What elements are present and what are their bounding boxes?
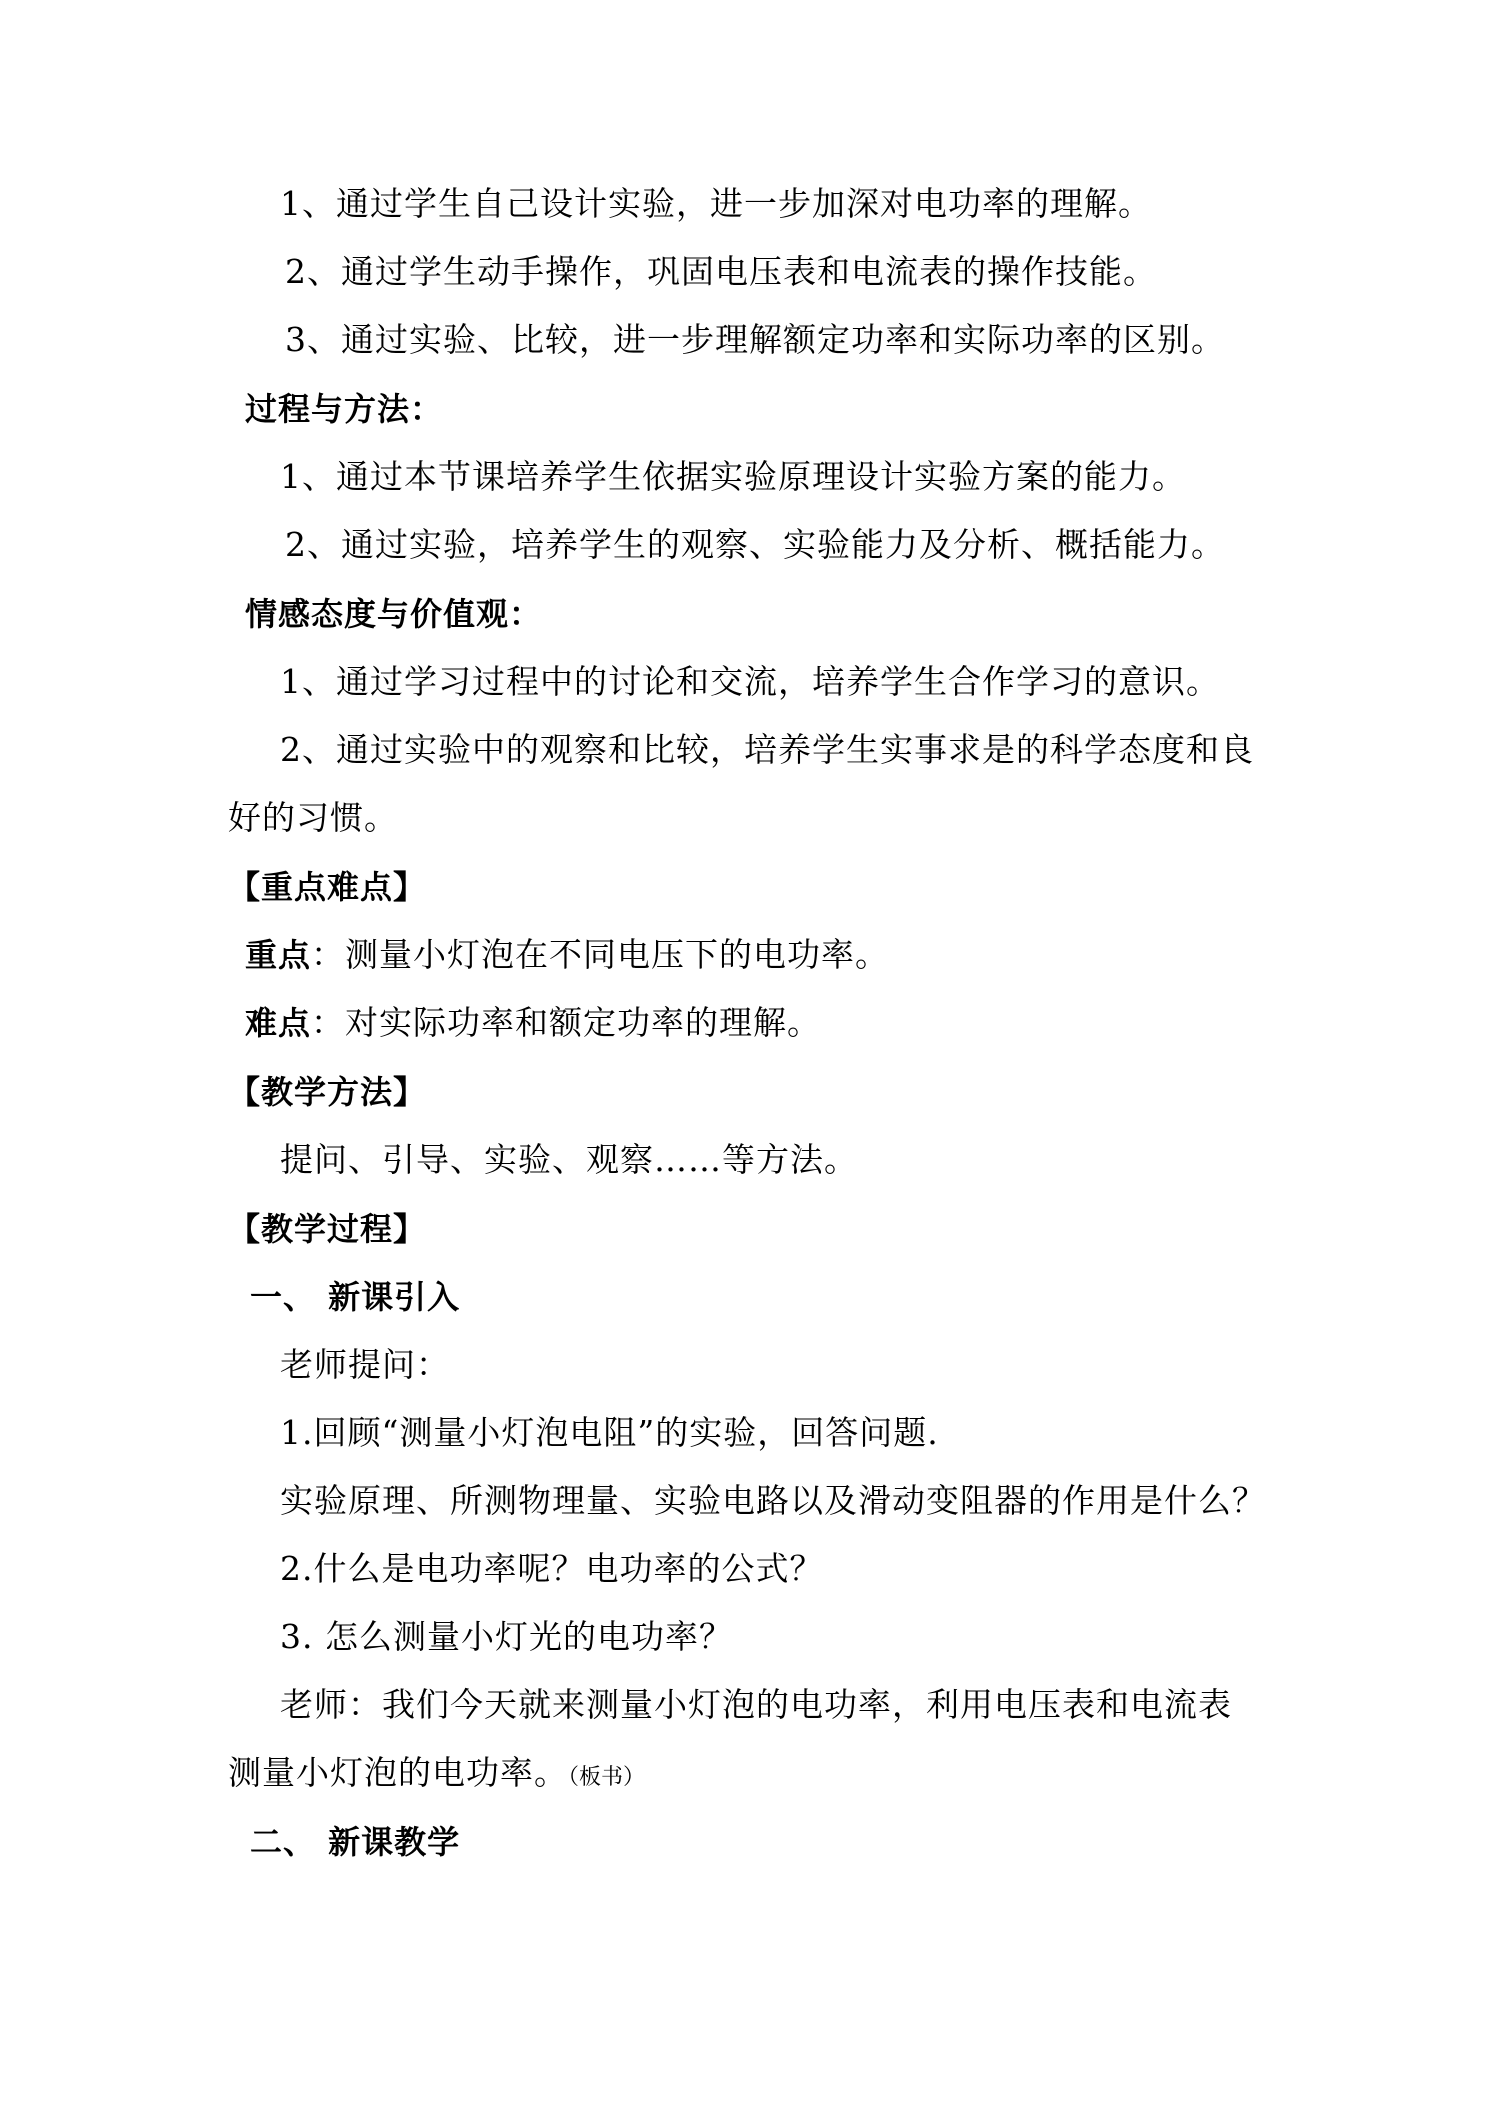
teacher-asks: 老师提问： xyxy=(280,1345,450,1384)
emotion-values-heading: 情感态度与价值观： xyxy=(245,595,543,633)
objective-item-2: 2、通过学生动手操作，巩固电压表和电流表的操作技能。 xyxy=(285,252,1157,291)
section-2-title: 二、 新课教学 xyxy=(250,1823,461,1861)
objective-item-3: 3、通过实验、比较，进一步理解额定功率和实际功率的区别。 xyxy=(285,320,1225,359)
question-1: 1.回顾“测量小灯泡电阻”的实验，回答问题. xyxy=(280,1413,939,1452)
teacher-statement-line-1: 老师：我们今天就来测量小灯泡的电功率，利用电压表和电流表 xyxy=(280,1685,1232,1724)
key-point-label: 重点 xyxy=(245,936,312,974)
key-point-text: ：测量小灯泡在不同电压下的电功率。 xyxy=(311,935,890,974)
difficult-point-line xyxy=(245,1001,821,1045)
process-method-item-1: 1、通过本节课培养学生依据实验原理设计实验方案的能力。 xyxy=(280,457,1186,496)
key-point-line xyxy=(245,933,889,977)
board-note: （板书） xyxy=(568,1765,646,1790)
teacher-statement-line-2 xyxy=(228,1751,645,1800)
emotion-values-item-2-cont: 好的习惯。 xyxy=(228,798,398,837)
teaching-method-text: 提问、引导、实验、观察……等方法。 xyxy=(280,1140,858,1179)
process-method-heading: 过程与方法： xyxy=(245,390,444,428)
question-1-detail: 实验原理、所测物理量、实验电路以及滑动变阻器的作用是什么？ xyxy=(280,1481,1266,1520)
emotion-values-item-1: 1、通过学习过程中的讨论和交流，培养学生合作学习的意识。 xyxy=(280,662,1220,701)
section-1-title: 一、 新课引入 xyxy=(250,1278,461,1316)
teacher-statement-text: 测量小灯泡的电功率。 xyxy=(228,1753,568,1792)
question-3: 3. 怎么测量小灯光的电功率？ xyxy=(280,1617,733,1656)
objective-item-1: 1、通过学生自己设计实验，进一步加深对电功率的理解。 xyxy=(280,184,1152,223)
emotion-values-item-2: 2、通过实验中的观察和比较，培养学生实事求是的科学态度和良 xyxy=(280,730,1254,769)
process-method-item-2: 2、通过实验，培养学生的观察、实验能力及分析、概括能力。 xyxy=(285,525,1225,564)
question-2: 2.什么是电功率呢？电功率的公式？ xyxy=(280,1549,824,1588)
difficult-point-label: 难点 xyxy=(245,1004,312,1042)
teaching-method-heading: 【教学方法】 xyxy=(228,1073,427,1111)
teaching-process-heading: 【教学过程】 xyxy=(228,1210,427,1248)
difficult-point-text: ：对实际功率和额定功率的理解。 xyxy=(311,1003,822,1042)
key-points-heading: 【重点难点】 xyxy=(228,868,427,906)
